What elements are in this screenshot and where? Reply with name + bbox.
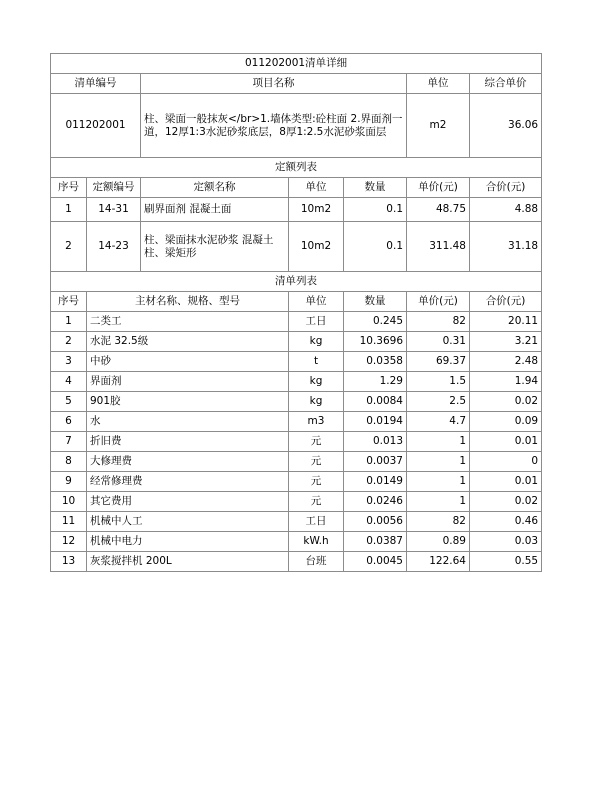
list-total: 0.03 xyxy=(470,532,542,552)
quota-qty: 0.1 xyxy=(344,222,407,272)
list-name: 界面剂 xyxy=(87,372,289,392)
list-qty-header: 数量 xyxy=(344,292,407,312)
list-total: 0.01 xyxy=(470,472,542,492)
list-unit: kg xyxy=(289,372,344,392)
quota-unit-header: 单位 xyxy=(289,178,344,198)
list-total: 20.11 xyxy=(470,312,542,332)
list-qty: 0.0387 xyxy=(344,532,407,552)
list-unit: t xyxy=(289,352,344,372)
quota-unit: 10m2 xyxy=(289,222,344,272)
bill-detail-table xyxy=(50,53,542,572)
list-name-header: 主材名称、规格、型号 xyxy=(87,292,289,312)
quota-name-header: 定额名称 xyxy=(141,178,289,198)
list-row xyxy=(51,532,542,552)
list-qty: 0.0246 xyxy=(344,492,407,512)
list-total-header: 合价(元) xyxy=(470,292,542,312)
quota-total: 4.88 xyxy=(470,198,542,222)
list-qty: 0.0194 xyxy=(344,412,407,432)
item-name: 柱、梁面一般抹灰</br>1.墙体类型:砼柱面 2.界面剂一道，12厚1:3水泥砂浆底层，8厚1:2.5水泥砂浆面层 xyxy=(141,94,407,158)
list-qty: 1.29 xyxy=(344,372,407,392)
quota-code: 14-31 xyxy=(87,198,141,222)
list-name: 中砂 xyxy=(87,352,289,372)
quota-qty: 0.1 xyxy=(344,198,407,222)
list-name: 机械中电力 xyxy=(87,532,289,552)
list-no: 6 xyxy=(51,412,87,432)
list-price: 1 xyxy=(407,492,470,512)
list-total: 0.02 xyxy=(470,492,542,512)
page-title: 011202001清单详细 xyxy=(51,54,542,74)
item-code: 011202001 xyxy=(51,94,141,158)
list-total: 0.09 xyxy=(470,412,542,432)
list-price: 2.5 xyxy=(407,392,470,412)
list-no: 13 xyxy=(51,552,87,572)
list-qty: 0.0037 xyxy=(344,452,407,472)
list-total: 0.01 xyxy=(470,432,542,452)
list-no: 9 xyxy=(51,472,87,492)
list-qty: 0.0149 xyxy=(344,472,407,492)
list-section-title: 清单列表 xyxy=(51,272,542,292)
list-name: 经常修理费 xyxy=(87,472,289,492)
list-no: 11 xyxy=(51,512,87,532)
list-unit: 元 xyxy=(289,432,344,452)
quota-no: 1 xyxy=(51,198,87,222)
list-name: 其它费用 xyxy=(87,492,289,512)
list-total: 0 xyxy=(470,452,542,472)
item-unit: m2 xyxy=(407,94,470,158)
list-price: 122.64 xyxy=(407,552,470,572)
list-unit: kW.h xyxy=(289,532,344,552)
list-price: 1 xyxy=(407,472,470,492)
list-total: 0.55 xyxy=(470,552,542,572)
item-unit-header: 单位 xyxy=(407,74,470,94)
list-price: 82 xyxy=(407,512,470,532)
list-unit: kg xyxy=(289,332,344,352)
quota-qty-header: 数量 xyxy=(344,178,407,198)
list-row xyxy=(51,472,542,492)
list-name: 水 xyxy=(87,412,289,432)
list-no: 2 xyxy=(51,332,87,352)
list-name: 大修理费 xyxy=(87,452,289,472)
list-row xyxy=(51,312,542,332)
list-no: 1 xyxy=(51,312,87,332)
list-unit: 工日 xyxy=(289,512,344,532)
list-row xyxy=(51,332,542,352)
list-name: 二类工 xyxy=(87,312,289,332)
list-name: 901胶 xyxy=(87,392,289,412)
list-price: 0.31 xyxy=(407,332,470,352)
quota-unit: 10m2 xyxy=(289,198,344,222)
quota-total-header: 合价(元) xyxy=(470,178,542,198)
list-unit: 元 xyxy=(289,452,344,472)
list-price: 69.37 xyxy=(407,352,470,372)
list-no: 7 xyxy=(51,432,87,452)
list-qty: 0.0045 xyxy=(344,552,407,572)
list-no: 10 xyxy=(51,492,87,512)
quota-price: 311.48 xyxy=(407,222,470,272)
list-unit: 工日 xyxy=(289,312,344,332)
list-row xyxy=(51,412,542,432)
quota-no: 2 xyxy=(51,222,87,272)
list-unit-header: 单位 xyxy=(289,292,344,312)
list-qty: 0.0358 xyxy=(344,352,407,372)
quota-price-header: 单价(元) xyxy=(407,178,470,198)
quota-code: 14-23 xyxy=(87,222,141,272)
list-name: 机械中人工 xyxy=(87,512,289,532)
quota-name: 柱、梁面抹水泥砂浆 混凝土柱、梁矩形 xyxy=(141,222,289,272)
list-qty: 0.013 xyxy=(344,432,407,452)
list-price: 0.89 xyxy=(407,532,470,552)
quota-name: 刷界面剂 混凝土面 xyxy=(141,198,289,222)
list-qty: 0.245 xyxy=(344,312,407,332)
list-qty: 0.0056 xyxy=(344,512,407,532)
list-unit: 台班 xyxy=(289,552,344,572)
quota-total: 31.18 xyxy=(470,222,542,272)
list-no: 5 xyxy=(51,392,87,412)
list-name: 折旧费 xyxy=(87,432,289,452)
list-unit: kg xyxy=(289,392,344,412)
list-row xyxy=(51,432,542,452)
list-price: 1 xyxy=(407,432,470,452)
item-price: 36.06 xyxy=(470,94,542,158)
list-price: 4.7 xyxy=(407,412,470,432)
item-code-header: 清单编号 xyxy=(51,74,141,94)
list-price: 1.5 xyxy=(407,372,470,392)
list-name: 灰浆搅拌机 200L xyxy=(87,552,289,572)
list-unit: 元 xyxy=(289,492,344,512)
list-no: 3 xyxy=(51,352,87,372)
quota-section-title: 定额列表 xyxy=(51,158,542,178)
item-name-header: 项目名称 xyxy=(141,74,407,94)
list-row xyxy=(51,392,542,412)
list-row xyxy=(51,452,542,472)
list-row xyxy=(51,492,542,512)
list-no: 8 xyxy=(51,452,87,472)
list-unit: 元 xyxy=(289,472,344,492)
list-total: 1.94 xyxy=(470,372,542,392)
list-row xyxy=(51,372,542,392)
list-total: 3.21 xyxy=(470,332,542,352)
list-price: 82 xyxy=(407,312,470,332)
list-qty: 10.3696 xyxy=(344,332,407,352)
quota-no-header: 序号 xyxy=(51,178,87,198)
list-row xyxy=(51,512,542,532)
list-qty: 0.0084 xyxy=(344,392,407,412)
list-unit: m3 xyxy=(289,412,344,432)
list-no: 12 xyxy=(51,532,87,552)
quota-code-header: 定额编号 xyxy=(87,178,141,198)
list-row xyxy=(51,352,542,372)
list-total: 0.46 xyxy=(470,512,542,532)
quota-price: 48.75 xyxy=(407,198,470,222)
list-total: 2.48 xyxy=(470,352,542,372)
list-price: 1 xyxy=(407,452,470,472)
list-total: 0.02 xyxy=(470,392,542,412)
list-name: 水泥 32.5级 xyxy=(87,332,289,352)
list-price-header: 单价(元) xyxy=(407,292,470,312)
list-no-header: 序号 xyxy=(51,292,87,312)
item-price-header: 综合单价 xyxy=(470,74,542,94)
list-no: 4 xyxy=(51,372,87,392)
list-row xyxy=(51,552,542,572)
